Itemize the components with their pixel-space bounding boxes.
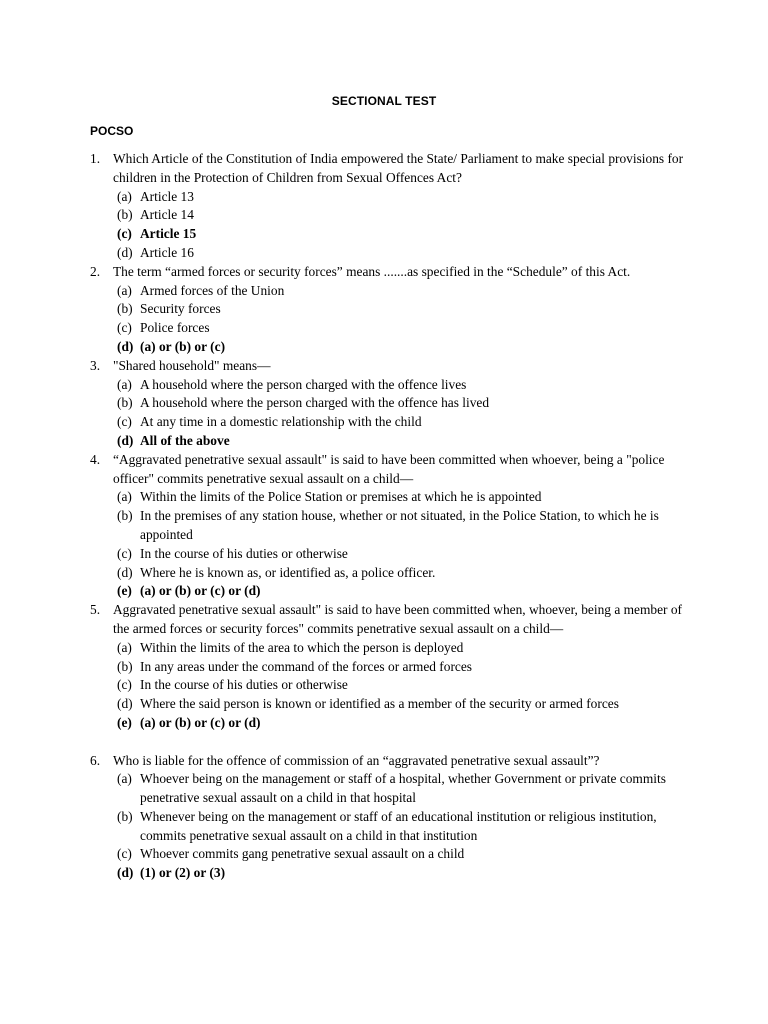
option-text: Whoever being on the management or staff of a hospital, whether Government or private commits penetrative sexual assault on a child in that hospital [140,771,666,806]
option-text: All of the above [140,432,230,448]
option-text: Article 16 [140,244,194,260]
option-key: (b) [117,508,133,524]
answer-option [113,188,688,207]
correct-answer-option [113,714,688,733]
answer-option [113,394,688,413]
answer-option [113,413,688,432]
option-text: A household where the person charged with the offence has lived [140,395,490,411]
option-text: Article 14 [140,207,194,223]
option-text: Article 15 [140,226,197,242]
option-text: In the course of his duties or otherwise [140,677,348,693]
option-key: (c) [117,545,132,561]
option-key: (e) [117,714,132,730]
answer-option [113,658,688,677]
option-text: (1) or (2) or (3) [140,865,226,881]
answer-option [113,300,688,319]
option-key: (c) [117,677,132,693]
option-key: (e) [117,583,132,599]
option-text: Within the limits of the Police Station or premises at which he is appointed [140,489,542,505]
correct-answer-option [113,338,688,357]
correct-answer-option [113,864,688,883]
question-number: 2. [90,263,101,279]
option-key: (c) [117,320,132,336]
answer-option [113,507,688,545]
question-number: 4. [90,451,101,467]
option-key: (b) [117,808,133,824]
correct-answer-option [113,225,688,244]
option-key: (c) [117,414,132,430]
question-text: Which Article of the Constitution of India empowered the State/ Parliament to make special provisions for children in the Protection of Children from Sexual Offences Act? [113,151,684,185]
document-title: SECTIONAL TEST [331,94,437,108]
option-key: (a) [117,771,132,787]
question-text: “Aggravated penetrative sexual assault" is said to have been committed when whoever, being a "police officer" commits penetrative sexual assault on a child— [113,451,665,486]
option-key: (b) [117,301,133,317]
answer-option [113,695,688,714]
option-key: (c) [117,226,132,242]
option-text: Article 13 [140,188,194,204]
correct-answer-option [113,582,688,601]
answer-option [113,376,688,395]
answer-option [113,639,688,658]
option-text: Armed forces of the Union [140,282,285,298]
question-number: 6. [90,752,101,768]
option-text: (a) or (b) or (c) [140,338,226,354]
question-item [88,357,688,451]
question-text: Who is liable for the offence of commission of an “aggravated penetrative sexual assault”? [113,752,600,768]
option-text: Whenever being on the management or staff of an educational institution or religious institution, commits penetrative sexual assault on a child in that institution [140,808,657,843]
option-key: (c) [117,846,132,862]
option-text: A household where the person charged with the offence lives [140,376,467,392]
question-text: Aggravated penetrative sexual assault" is said to have been committed when, whoever, being a member of the armed forces or security forces" commits penetrative sexual assault on a child— [113,602,683,636]
answer-option [113,488,688,507]
question-number: 3. [90,357,101,373]
answer-option [113,545,688,564]
correct-answer-option [113,432,688,451]
question-list [88,150,688,883]
option-key: (a) [117,376,132,392]
answer-option [113,845,688,864]
question-text: The term “armed forces or security forces” means .......as specified in the “Schedule” of this Act. [113,263,631,279]
question-item [88,451,688,601]
option-text: Police forces [140,320,210,336]
option-key: (b) [117,207,133,223]
answer-option [113,282,688,301]
option-text: In the premises of any station house, whether or not situated, in the Police Station, to which he is appointed [140,508,659,542]
option-text: Within the limits of the area to which the person is deployed [140,639,464,655]
option-text: At any time in a domestic relationship with the child [140,414,422,430]
answer-option [113,206,688,225]
question-number: 5. [90,602,101,618]
option-key: (a) [117,188,132,204]
answer-option [113,244,688,263]
option-key: (a) [117,282,132,298]
option-key: (d) [117,865,134,881]
question-number: 1. [90,151,101,166]
answer-option [113,770,688,808]
option-key: (a) [117,639,132,655]
option-key: (b) [117,395,133,411]
option-key: (d) [117,244,133,260]
question-text: "Shared household" means— [113,357,271,373]
answer-option [113,808,688,846]
answer-option [113,319,688,338]
option-text: Security forces [140,301,221,317]
answer-option [113,564,688,583]
option-key: (a) [117,489,132,505]
question-item [88,150,688,263]
option-text: Where the said person is known or identified as a member of the security or armed forces [140,696,619,712]
option-text: Where he is known as, or identified as, a police officer. [140,564,436,580]
answer-option [113,676,688,695]
option-text: Whoever commits gang penetrative sexual assault on a child [140,846,465,862]
option-text: In the course of his duties or otherwise [140,545,348,561]
option-text: (a) or (b) or (c) or (d) [140,714,261,730]
option-key: (d) [117,338,134,354]
question-item [88,263,688,357]
section-heading: POCSO [90,124,134,138]
option-text: In any areas under the command of the forces or armed forces [140,658,473,674]
question-item [88,601,688,733]
option-text: (a) or (b) or (c) or (d) [140,583,261,599]
option-key: (d) [117,696,133,712]
option-key: (d) [117,564,133,580]
option-key: (b) [117,658,133,674]
question-item [88,752,688,884]
option-key: (d) [117,432,134,448]
